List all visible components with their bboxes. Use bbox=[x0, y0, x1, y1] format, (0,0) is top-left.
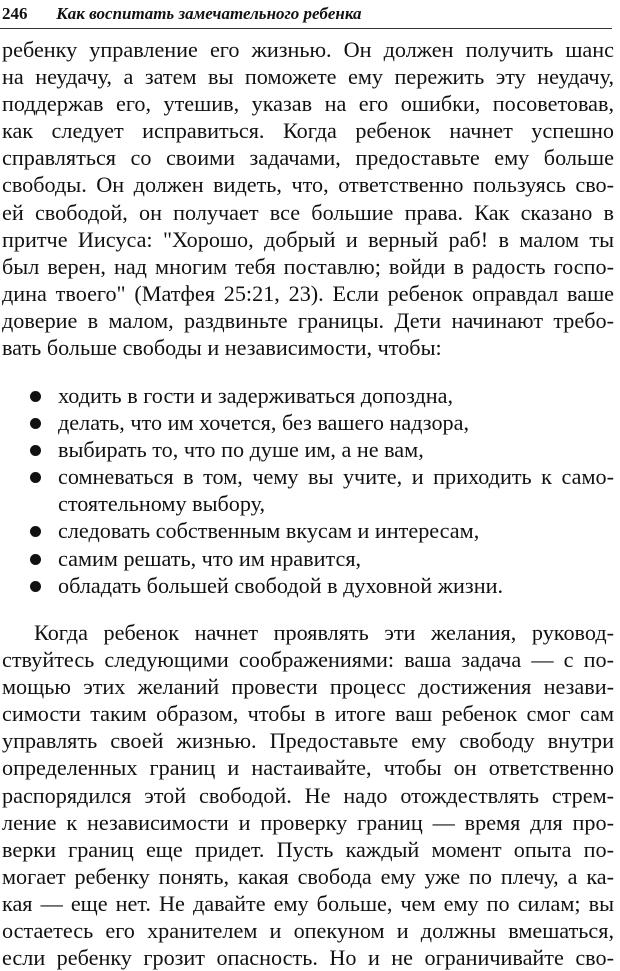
bullet-icon bbox=[30, 445, 41, 456]
book-title: Как воспитать замечательного ребенка bbox=[56, 4, 362, 23]
text-line: ление к независимости и проверку границ — время для про- bbox=[2, 809, 614, 835]
bullet-list bbox=[0, 382, 614, 599]
list-item-text: ходить в гости и задерживаться допоздна, bbox=[58, 383, 454, 408]
text-line: был верен, над многим тебя поставлю; войди в радость госпо- bbox=[2, 253, 614, 279]
bullet-icon bbox=[30, 526, 41, 537]
text-line: ребенку управление его жизнью. Он должен получить шанс bbox=[2, 37, 614, 62]
text-line: дина твоего" (Матфея 25:21, 23). Если ребенок оправдал ваше bbox=[2, 280, 614, 306]
bullet-icon bbox=[30, 581, 41, 592]
page-number: 246 bbox=[2, 4, 28, 23]
text-line: вать больше свободы и независимости, чтобы: bbox=[2, 335, 442, 361]
text-line: справляться со своими задачами, предоставьте ему больше bbox=[2, 145, 614, 171]
text-line: Когда ребенок начнет проявлять эти желания, руковод- bbox=[34, 620, 614, 645]
list-item-text: самим решать, что им нравится, bbox=[58, 545, 362, 571]
text-line: верки границ еще придет. Пусть каждый момент опыта по- bbox=[2, 836, 614, 862]
text-line: управлять своей жизнью. Предоставьте ему свободу внутри bbox=[2, 728, 614, 754]
text-line: ей свободой, он получает все большие права. Как сказано в bbox=[2, 199, 614, 225]
list-item-text: обладать большей свободой в духовной жизни. bbox=[58, 572, 503, 598]
list-item-text: следовать собственным вкусам и интересам, bbox=[58, 518, 480, 544]
text-line: поддержав его, утешив, указав на его ошибки, посоветовав, bbox=[2, 91, 614, 117]
paragraph-1 bbox=[2, 36, 614, 361]
text-line: доверие в малом, раздвиньте границы. Дети начинают требо- bbox=[2, 307, 614, 333]
running-header bbox=[2, 2, 612, 28]
text-line: распорядился этой свободой. Не надо отождествлять стрем- bbox=[2, 782, 614, 808]
text-line: определенных границ и настаивайте, чтобы он ответственно bbox=[2, 755, 614, 781]
list-item bbox=[0, 517, 614, 544]
text-line: симости таким образом, чтобы в итоге ваш ребенок смог сам bbox=[2, 701, 614, 727]
text-line: если ребенку грозит опасность. Но и не ограничивайте сво- bbox=[2, 945, 614, 971]
text-line: ствуйтесь следующими соображениями: ваша задача — с по- bbox=[2, 647, 614, 673]
bullet-icon bbox=[30, 391, 41, 402]
list-item bbox=[0, 463, 614, 517]
list-item bbox=[0, 436, 614, 463]
list-item bbox=[0, 545, 614, 572]
text-line: как следует исправиться. Когда ребенок начнет успешно bbox=[2, 118, 614, 144]
list-item bbox=[0, 409, 614, 436]
bullet-icon bbox=[30, 472, 41, 483]
bullet-icon bbox=[30, 418, 41, 429]
text-line: могает ребенку понять, какая свобода ему уже по плечу, а ка- bbox=[2, 863, 614, 889]
list-item bbox=[0, 572, 614, 599]
list-item-text: сомневаться в том, чему вы учите, и приходить к само- bbox=[58, 464, 614, 490]
text-line: кая — еще нет. Не давайте ему больше, чем ему по силам; вы bbox=[2, 890, 614, 916]
bullet-icon bbox=[30, 554, 41, 565]
paragraph-2 bbox=[2, 619, 614, 971]
text-line: притче Иисуса: "Хорошо, добрый и верный раб! в малом ты bbox=[2, 226, 614, 252]
list-item-text: выбирать то, что по душе им, а не вам, bbox=[58, 437, 424, 463]
text-line: свободы. Он должен видеть, что, ответственно пользуясь сво- bbox=[2, 172, 614, 198]
list-item bbox=[0, 382, 614, 409]
list-item-text: стоятельному выбору, bbox=[58, 491, 266, 517]
text-line: мощью этих желаний провести процесс достижения незави- bbox=[2, 674, 614, 700]
text-line: на неудачу, а затем вы поможете ему пережить эту неудачу, bbox=[2, 64, 614, 90]
list-item-text: делать, что им хочется, без вашего надзора, bbox=[58, 410, 470, 436]
text-line: остаетесь его хранителем и опекуном и должны вмешаться, bbox=[2, 918, 614, 944]
header-rule bbox=[0, 28, 612, 29]
